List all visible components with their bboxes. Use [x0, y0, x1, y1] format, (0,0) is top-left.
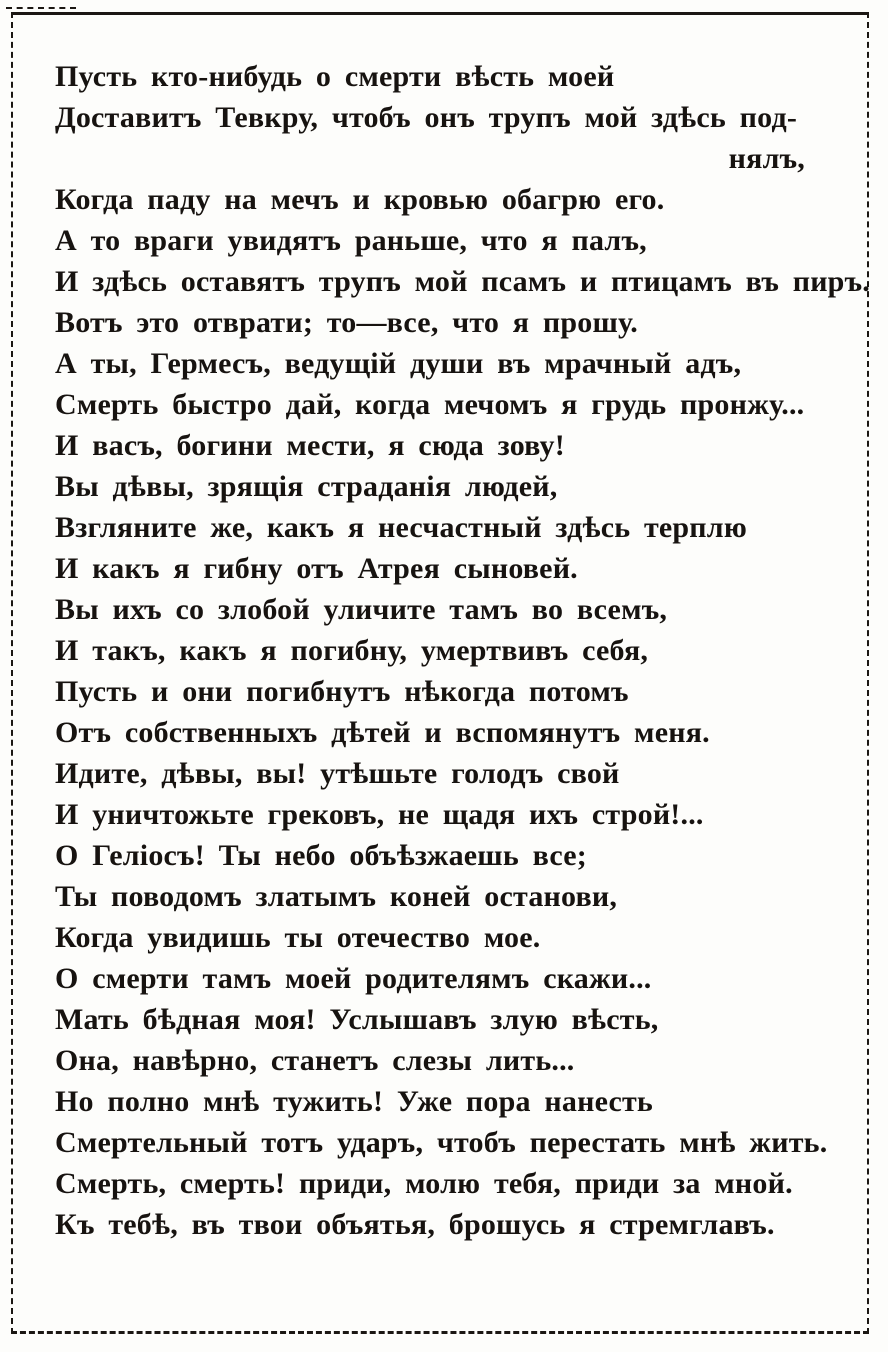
poem-line: И васъ, богини мести, я сюда зову!: [55, 429, 565, 462]
poem-line: Отъ собственныхъ дѣтей и вспомянутъ меня.: [55, 716, 710, 749]
poem-line: И такъ, какъ я погибну, умертвивъ себя,: [55, 634, 649, 667]
poem-line: Вы дѣвы, зрящія страданія людей,: [55, 470, 558, 503]
poem-line: О Геліосъ! Ты небо объѣзжаешь все;: [55, 839, 587, 872]
poem-line: Смерть быстро дай, когда мечомъ я грудь пронжу...: [55, 388, 805, 421]
poem-line: О смерти тамъ моей родителямъ скажи...: [55, 962, 652, 995]
poem-line: Идите, дѣвы, вы! утѣшьте голодъ свой: [55, 757, 620, 790]
poem-line: Когда паду на мечъ и кровью обагрю его.: [55, 183, 665, 216]
poem-line: А ты, Гермесъ, ведущій души въ мрачный адъ,: [55, 347, 742, 380]
poem-line: Къ тебѣ, въ твои объятья, брошусь я стремглавъ.: [55, 1208, 775, 1241]
poem-line: А то враги увидятъ раньше, что я палъ,: [55, 224, 647, 257]
poem-line: Взгляните же, какъ я несчастный здѣсь терплю: [55, 511, 747, 544]
poem-line: Пусть кто-нибудь о смерти вѣсть моей: [55, 60, 615, 93]
poem-line: Пусть и они погибнутъ нѣкогда потомъ: [55, 675, 629, 708]
poem-line: Мать бѣдная моя! Услышавъ злую вѣсть,: [55, 1003, 659, 1036]
poem-line: Но полно мнѣ тужить! Уже пора нанесть: [55, 1085, 653, 1118]
poem-line: Вы ихъ со злобой уличите тамъ во всемъ,: [55, 593, 668, 626]
poem-line: Вотъ это отврати; то—все, что я прошу.: [55, 306, 638, 339]
poem-line: Доставитъ Тевкру, чтобъ онъ трупъ мой здѣсь под-: [55, 101, 798, 134]
poem-line: И какъ я гибну отъ Атрея сыновей.: [55, 552, 578, 585]
poem-line: И уничтожьте грековъ, не щадя ихъ строй!...: [55, 798, 704, 831]
poem-line: Она, навѣрно, станетъ слезы лить...: [55, 1044, 575, 1077]
poem-line: Смерть, смерть! приди, молю тебя, приди за мной.: [55, 1167, 793, 1200]
poem-text-block: [55, 56, 870, 1245]
scan-edge-artifact: [6, 7, 76, 9]
poem-line: Ты поводомъ златымъ коней останови,: [55, 880, 618, 913]
poem-line-hanging: нялъ,: [728, 142, 805, 175]
poem-line: Когда увидишь ты отечество мое.: [55, 921, 541, 954]
poem-line: И здѣсь оставятъ трупъ мой псамъ и птицамъ въ пиръ.: [55, 265, 870, 298]
poem-line: Смертельный тотъ ударъ, чтобъ перестать мнѣ жить.: [55, 1126, 828, 1159]
